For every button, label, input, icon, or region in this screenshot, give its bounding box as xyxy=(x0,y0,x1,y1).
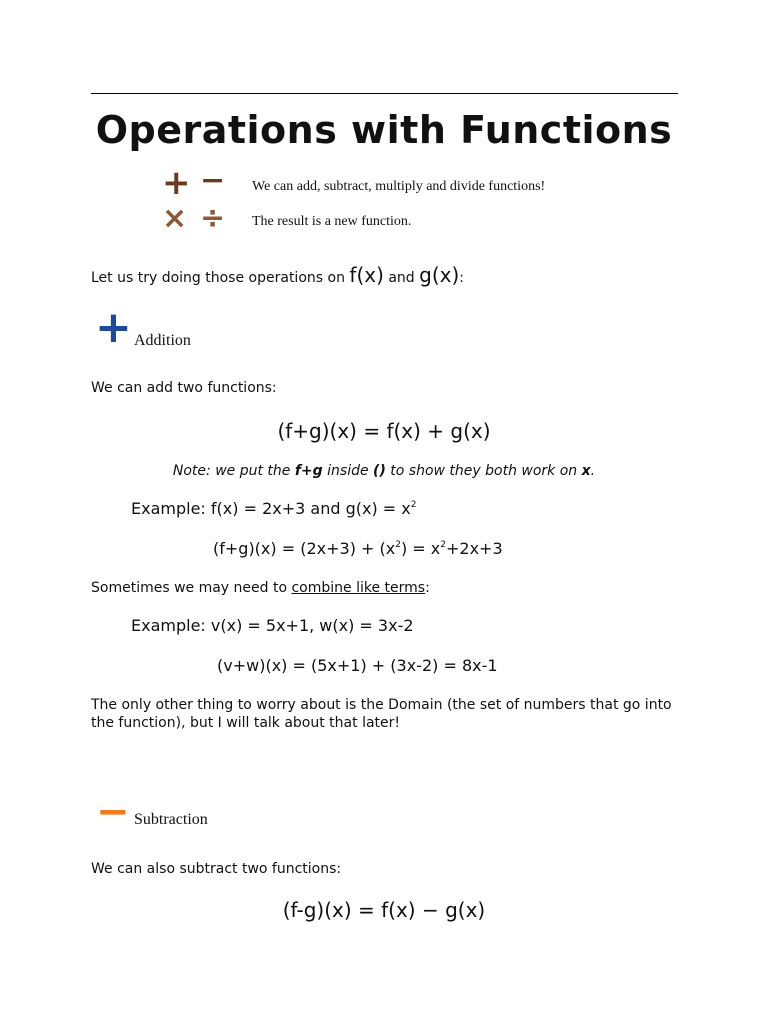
addition-icon: + xyxy=(95,302,132,353)
superscript: 2 xyxy=(440,540,446,550)
addition-note xyxy=(0,463,768,479)
example-label: Example xyxy=(131,616,201,635)
lead-paragraph xyxy=(91,263,681,287)
superscript: 2 xyxy=(410,500,417,510)
addition-label: Addition xyxy=(134,332,191,349)
page-title: Operations with Functions xyxy=(95,108,673,152)
example-text: : f(x) = 2x+3 and g(x) = x xyxy=(200,499,411,518)
result-part: (f+g)(x) = (2x+3) + (x xyxy=(213,539,396,558)
example-1 xyxy=(131,499,416,518)
lead-and: and xyxy=(383,270,420,286)
combine-text: Sometimes we may need to xyxy=(91,580,292,596)
plus-icon: + xyxy=(162,163,191,203)
note-part: to show they both work on xyxy=(385,463,582,479)
result-part: +2x+3 xyxy=(445,539,503,558)
subtraction-icon: − xyxy=(96,789,130,835)
subtraction-intro: We can also subtract two functions: xyxy=(91,861,342,877)
addition-intro: We can add two functions: xyxy=(91,380,277,396)
subtraction-label: Subtraction xyxy=(134,811,208,828)
result-part: ) = x xyxy=(400,539,441,558)
note-parens: () xyxy=(373,463,386,479)
times-icon: × xyxy=(162,201,188,236)
domain-paragraph: The only other thing to worry about is the Domain (the set of numbers that go into the function), but I will talk about that later! xyxy=(91,697,672,731)
combine-colon: : xyxy=(425,580,430,596)
g-of-x: g(x) xyxy=(419,263,460,287)
superscript: 2 xyxy=(395,540,401,550)
note-part: inside xyxy=(322,463,374,479)
f-of-x: f(x) xyxy=(349,263,384,287)
addition-formula: (f+g)(x) = f(x) + g(x) xyxy=(277,419,491,443)
divide-icon: ÷ xyxy=(200,201,226,236)
subtraction-formula: (f-g)(x) = f(x) − g(x) xyxy=(282,898,486,922)
lead-colon: : xyxy=(459,270,464,286)
example-label: Example xyxy=(131,499,201,518)
combine-paragraph xyxy=(91,579,681,597)
note-fg: f+g xyxy=(294,463,323,479)
note-x: x xyxy=(581,463,591,479)
minus-icon: − xyxy=(200,163,226,198)
note-part: Note: we put the xyxy=(172,463,295,479)
example-1-result xyxy=(213,539,503,558)
combine-like-terms-link[interactable]: combine like terms xyxy=(291,580,426,596)
operations-icons xyxy=(160,163,232,238)
example-2 xyxy=(131,616,414,635)
lead-text: Let us try doing those operations on xyxy=(91,270,350,286)
example-2-result: (v+w)(x) = (5x+1) + (3x-2) = 8x-1 xyxy=(217,656,498,675)
example-text: : v(x) = 5x+1, w(x) = 3x-2 xyxy=(200,616,414,635)
note-part: . xyxy=(590,463,596,479)
intro-line-2: The result is a new function. xyxy=(252,214,412,229)
intro-line-1: We can add, subtract, multiply and divide functions! xyxy=(252,179,546,194)
top-divider xyxy=(91,93,678,94)
